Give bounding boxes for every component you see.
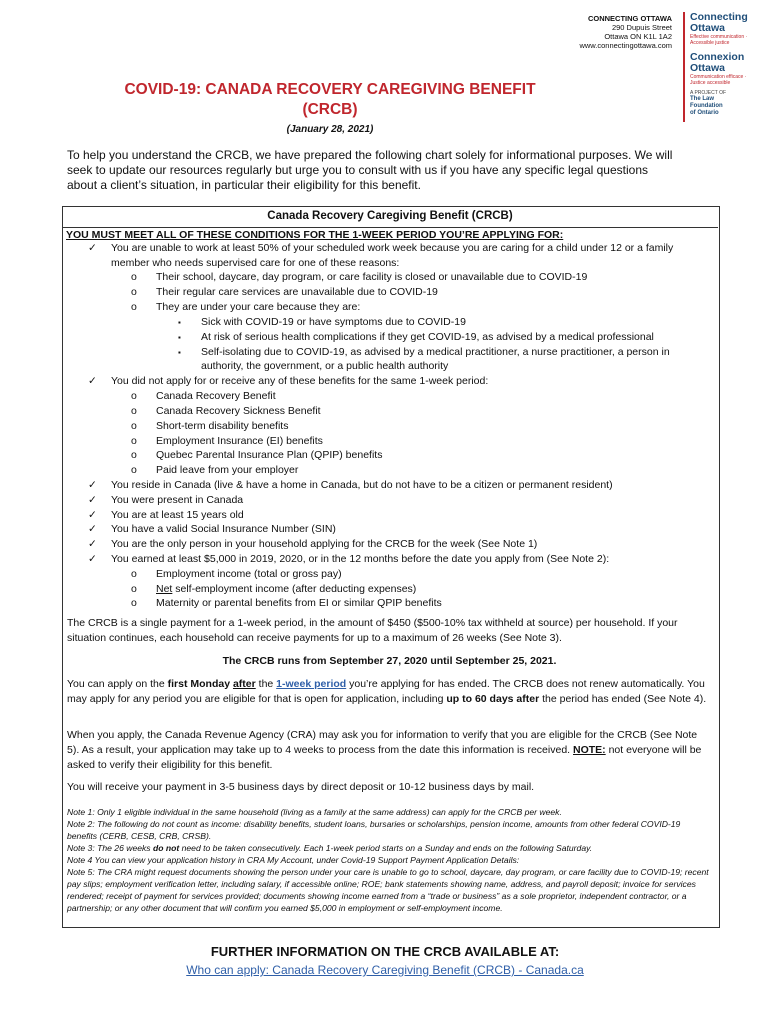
verify-paragraph — [67, 728, 712, 773]
apply-paragraph — [67, 677, 712, 707]
logo-fr-tagline: Communication efficace · Justice accessible — [690, 74, 747, 86]
condition-text: You are unable to work at least 50% of your scheduled work week because you are caring for a child under 12 or a family — [111, 242, 674, 254]
logo-red-bar — [683, 12, 685, 122]
income-text: Employment income (total or gross pay) — [156, 568, 342, 580]
circle-bullet-icon: o — [131, 583, 137, 595]
check-icon: ✓ — [88, 509, 97, 521]
circle-bullet-icon: o — [131, 568, 137, 580]
verify-text: not everyone will be asked to verify their eligibility for this benefit. — [67, 744, 702, 771]
condition-text: member who needs supervised care for one of these reasons: — [111, 257, 400, 269]
check-icon: ✓ — [88, 553, 97, 565]
reason-text: Their regular care services are unavailable due to COVID-19 — [156, 286, 438, 298]
reason-text: They are under your care because they are: — [156, 301, 361, 313]
income-text-rest: self-employment income (after deducting expenses) — [172, 583, 417, 595]
check-icon: ✓ — [88, 523, 97, 535]
circle-bullet-icon: o — [131, 420, 137, 432]
circle-bullet-icon: o — [131, 390, 137, 402]
check-icon: ✓ — [88, 242, 97, 254]
check-icon: ✓ — [88, 494, 97, 506]
document-date: (January 28, 2021) — [286, 124, 374, 135]
box-title: Canada Recovery Caregiving Benefit (CRCB) — [267, 210, 513, 222]
box-divider — [62, 227, 718, 228]
condition-text: You have a valid Social Insurance Number (SIN) — [111, 523, 336, 535]
check-icon: ✓ — [88, 375, 97, 387]
benefit-text: Paid leave from your employer — [156, 464, 299, 476]
canada-ca-link[interactable]: Who can apply: Canada Recovery Caregiving Benefit (CRCB) - Canada.ca — [186, 963, 584, 977]
note-bold: NOTE: — [573, 744, 606, 756]
org-contact — [579, 14, 672, 50]
benefit-text: Canada Recovery Sickness Benefit — [156, 405, 321, 417]
runs-period: The CRCB runs from September 27, 2020 until September 25, 2021. — [222, 655, 557, 667]
apply-text: the period has ended (See Note 4). — [539, 693, 707, 705]
after-bold-underlined: after — [232, 678, 256, 690]
first-monday-bold: first Monday — [167, 678, 231, 690]
org-address-line1: 290 Dupuis Street — [611, 23, 672, 32]
circle-bullet-icon: o — [131, 405, 137, 417]
title-line1: COVID-19: CANADA RECOVERY CAREGIVING BENEFIT — [124, 81, 536, 98]
connecting-ottawa-logo — [683, 12, 761, 117]
note-4: Note 4 You can view your application history in CRA My Account, under Covid-19 Support Payment Application Details: — [67, 855, 520, 865]
apply-text: the — [255, 678, 277, 690]
note-3-text: Note 3: The 26 weeks — [67, 843, 153, 853]
foundation-line1: The Law — [690, 96, 715, 102]
logo-fr-line1: Connexion — [690, 51, 745, 63]
net-underlined: Net — [156, 583, 173, 595]
one-week-period-link[interactable]: 1-week period — [276, 678, 347, 690]
condition-text: You are the only person in your household applying for the CRCB for the week (See Note 1) — [111, 538, 538, 550]
sub-reason-text: Self-isolating due to COVID-19, as advised by a medical practitioner, a nurse practitioner, a person in — [201, 346, 670, 358]
receive-paragraph: You will receive your payment in 3-5 business days by direct deposit or 10-12 business days by mail. — [67, 781, 535, 793]
square-bullet-icon: ▪ — [178, 318, 181, 327]
benefit-text: Quebec Parental Insurance Plan (QPIP) benefits — [156, 449, 383, 461]
income-text — [156, 582, 716, 597]
logo-fr-line2: Ottawa — [690, 62, 726, 74]
sub-reason-text: authority, the government, or a public health authority — [201, 360, 449, 372]
check-icon: ✓ — [88, 479, 97, 491]
benefit-text: Employment Insurance (EI) benefits — [156, 435, 323, 447]
check-icon: ✓ — [88, 538, 97, 550]
note-1: Note 1: Only 1 eligible individual in the same household (living as a family at the same address) can apply for the CRCB per week. — [67, 807, 562, 817]
circle-bullet-icon: o — [131, 301, 137, 313]
note-3-bold: do not — [152, 843, 180, 853]
apply-text: you’re applying for has ended. The CRCB does not renew automatically. You may apply for any period you are eligible for that is open for application, including — [67, 678, 705, 705]
reason-text: Their school, daycare, day program, or care facility is closed or unavailable due to COVID-19 — [156, 271, 588, 283]
condition-text: You are at least 15 years old — [111, 509, 244, 521]
circle-bullet-icon: o — [131, 597, 137, 609]
benefit-text: Canada Recovery Benefit — [156, 390, 276, 402]
payment-paragraph: The CRCB is a single payment for a 1-week period, in the amount of $450 ($500-10% tax withheld at source) per household. If your situation continues, each household can receive payments for up to a maximum of 26 weeks (See Note 3). — [67, 617, 678, 644]
further-info-heading: FURTHER INFORMATION ON THE CRCB AVAILABLE AT: — [210, 944, 560, 959]
sub-reason-text: Sick with COVID-19 or have symptoms due to COVID-19 — [201, 316, 466, 328]
circle-bullet-icon: o — [131, 286, 137, 298]
org-address-line2: Ottawa ON K1L 1A2 — [604, 32, 672, 41]
title-line2: (CRCB) — [302, 101, 358, 118]
apply-text: You can apply on the — [67, 678, 168, 690]
note-3-text: need to be taken consecutively. Each 1-week period starts on a Sunday and ends on the following Saturday. — [179, 843, 593, 853]
logo-en-tagline: Effective communication · Accessible justice — [690, 34, 748, 46]
circle-bullet-icon: o — [131, 464, 137, 476]
org-name: CONNECTING OTTAWA — [587, 14, 672, 23]
note-3 — [67, 842, 712, 854]
project-of-label: A PROJECT OF — [690, 90, 727, 96]
square-bullet-icon: ▪ — [178, 348, 181, 357]
notes-section — [67, 806, 712, 914]
page-title — [0, 80, 660, 120]
sub-reason-text: At risk of serious health complications if they get COVID-19, as advised by a medical professional — [201, 331, 654, 343]
income-text: Maternity or parental benefits from EI or similar QPIP benefits — [156, 597, 442, 609]
circle-bullet-icon: o — [131, 435, 137, 447]
condition-text: You reside in Canada (live & have a home in Canada, but do not have to be a citizen or permanent resident) — [111, 479, 613, 491]
org-website[interactable]: www.connectingottawa.com — [579, 41, 672, 50]
condition-text: You were present in Canada — [111, 494, 244, 506]
note-2: Note 2: The following do not count as income: disability benefits, student loans, bursaries or scholarships, pension income, amounts from other federal COVID-19 benefits (CERB, CESB, CRB, CRSB). — [67, 819, 681, 841]
condition-text: You did not apply for or receive any of these benefits for the same 1-week period: — [111, 375, 489, 387]
must-meet-heading: YOU MUST MEET ALL OF THESE CONDITIONS FOR THE 1-WEEK PERIOD YOU’RE APPLYING FOR: — [66, 229, 564, 241]
sixty-days-bold: up to 60 days after — [446, 693, 540, 705]
logo-en-line2: Ottawa — [690, 22, 726, 34]
logo-en-line1: Connecting — [690, 11, 748, 23]
benefit-text: Short-term disability benefits — [156, 420, 289, 432]
condition-text: You earned at least $5,000 in 2019, 2020, or in the 12 months before the date you apply from (See Note 2): — [111, 553, 610, 565]
foundation-line2: Foundation — [690, 103, 723, 109]
intro-paragraph: To help you understand the CRCB, we have prepared the following chart solely for informational purposes. We will seek to update our resources regularly but urge you to consult with us if you have any specific legal questions about a client’s situation, in particular their eligibility for this benefit. — [67, 148, 673, 192]
square-bullet-icon: ▪ — [178, 333, 181, 342]
foundation-line3: of Ontario — [690, 110, 719, 116]
verify-text: When you apply, the Canada Revenue Agency (CRA) may ask you for information to verify that you are eligible for the CRCB (See Note 5). As a result, your application may take up to 4 weeks to process from the date this information is received. — [67, 729, 698, 756]
note-5: Note 5: The CRA might request documents showing the person under your care is unable to go to school, daycare, day program, or care facility due to COVID-19; recent pay slips; employment verification letter, including salary, if accessible online; ROE; bank statements showing name, address, and payroll deposit; invoice for services rendered; receipt of payment for services provided; documents showing income earned from a “trade or business” as a sole proprietor, independent contractor, or a partnership; or any other document that will confirm you earned $5,000 in employment or self-employment income. — [67, 867, 709, 913]
circle-bullet-icon: o — [131, 449, 137, 461]
circle-bullet-icon: o — [131, 271, 137, 283]
